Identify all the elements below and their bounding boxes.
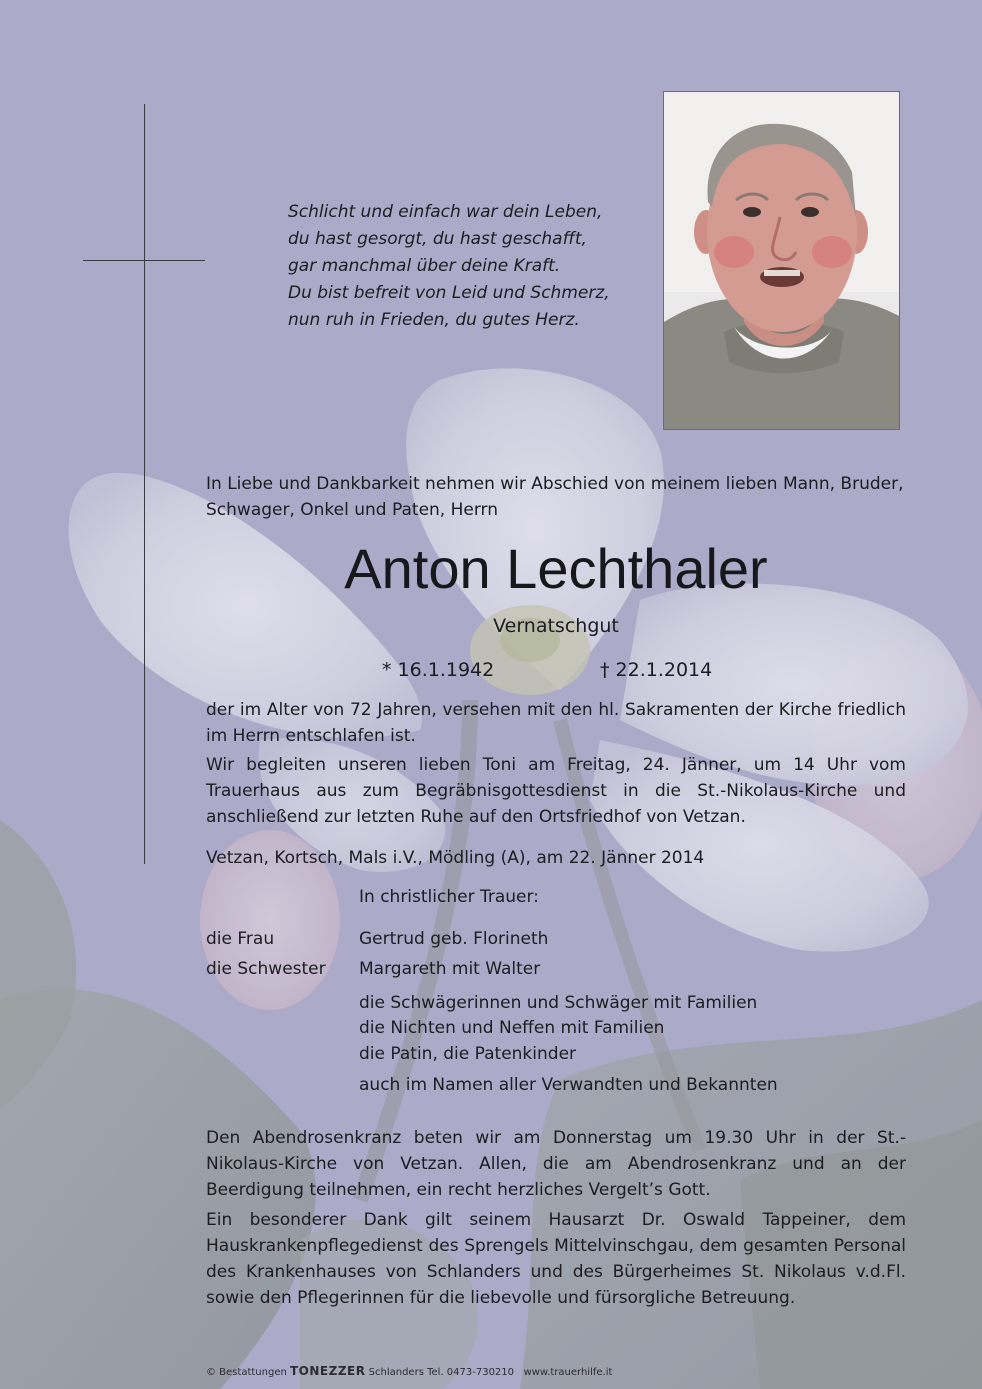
cross-vertical-bar [144, 104, 145, 864]
relatives-line: die Schwägerinnen und Schwäger mit Familien [359, 993, 758, 1013]
poem-line: Schlicht und einfach war dein Leben, [288, 202, 603, 222]
footer-firm: TONEZZER [290, 1364, 366, 1378]
mourner-names: Gertrud geb. Florineth [359, 929, 549, 949]
poem-line: gar manchmal über deine Kraft. [288, 256, 561, 276]
portrait-illustration [664, 92, 900, 430]
closing-text [206, 1125, 906, 1315]
footer-website[interactable]: www.trauerhilfe.it [523, 1367, 613, 1378]
intro-text: In Liebe und Dankbarkeit nehmen wir Abschied von meinem lieben Mann, Bruder, Schwager, Onkel und Paten, Herrn [206, 474, 904, 520]
birth-date: * 16.1.1942 [382, 659, 495, 681]
mourner-names: Margareth mit Walter [359, 959, 541, 979]
mourning-header: In christlicher Trauer: [359, 887, 539, 907]
body-paragraph: Wir begleiten unseren lieben Toni am Freitag, 24. Jänner, um 14 Uhr vom Trauerhaus aus zum Begräbnisgottesdienst in die St.-Nikolaus-Kirche und anschließend zur letzten Ruhe auf den Ortsfriedhof von Vetzan. [206, 755, 906, 827]
relatives-line: auch im Namen aller Verwandten und Bekannten [359, 1075, 778, 1095]
poem-line: nun ruh in Frieden, du gutes Herz. [288, 310, 580, 330]
deceased-name: Anton Lechthaler [344, 537, 768, 600]
poem [288, 199, 610, 334]
closing-paragraph: Ein besonderer Dank gilt seinem Hausarzt Dr. Oswald Tappeiner, dem Hauskrankenpflegedienst des Sprengels Mittelvinschgau, dem gesamten Personal des Krankenhauses von Schlanders und des Bürgerheimes St. Nikolaus v.d.Fl. sowie den Pflegerinnen für die liebevolle und fürsorgliche Betreuung. [206, 1210, 906, 1308]
death-date: † 22.1.2014 [600, 659, 713, 681]
mourner-relation: die Schwester [206, 959, 326, 979]
poem-line: du hast gesorgt, du hast geschafft, [288, 229, 587, 249]
relatives-line: die Patin, die Patenkinder [359, 1044, 577, 1064]
place-and-date: Vetzan, Kortsch, Mals i.V., Mödling (A), am 22. Jänner 2014 [206, 848, 705, 868]
body-paragraph: der im Alter von 72 Jahren, versehen mit den hl. Sakramenten der Kirche friedlich im Herrn entschlafen ist. [206, 700, 906, 746]
footer-prefix: © Bestattungen [206, 1367, 287, 1378]
mourner-relation: die Frau [206, 929, 275, 949]
poem-line: Du bist befreit von Leid und Schmerz, [288, 283, 610, 303]
announcement-body [206, 697, 906, 833]
portrait-photo [663, 91, 900, 430]
footer-phone: Tel. 0473-730210 [427, 1367, 515, 1378]
closing-paragraph: Den Abendrosenkranz beten wir am Donnerstag um 19.30 Uhr in der St.-Nikolaus-Kirche von Vetzan. Allen, die am Abendrosenkranz und an der Beerdigung teilnehmen, ein recht herzliches Vergelt’s Gott. [206, 1128, 906, 1200]
cross-horizontal-bar [83, 260, 205, 261]
relatives-line: die Nichten und Neffen mit Familien [359, 1018, 665, 1038]
farm-name: Vernatschgut [493, 615, 619, 637]
undertaker-footer [206, 1364, 612, 1380]
footer-town: Schlanders [368, 1367, 424, 1378]
